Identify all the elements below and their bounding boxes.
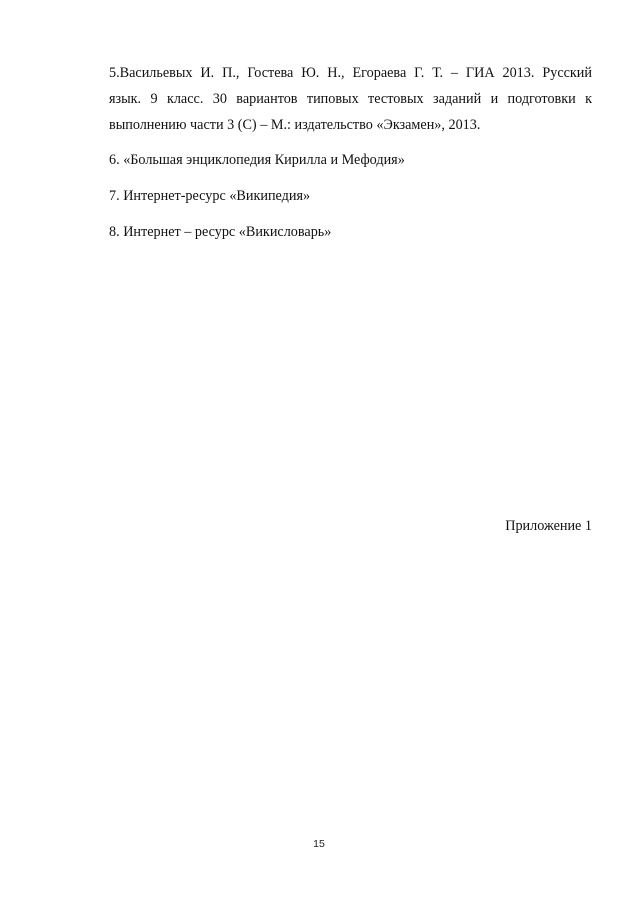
- reference-5-line-3: выполнению части 3 (С) – М.: издательство «Экзамен», 2013.: [109, 117, 481, 133]
- reference-5-line-1: 5.Васильевых И. П., Гостева Ю. Н., Егораева Г. Т. – ГИА 2013. Русский: [109, 65, 592, 81]
- reference-item-5: [109, 60, 592, 138]
- reference-item-8: 8. Интернет – ресурс «Викисловарь»: [109, 224, 332, 240]
- reference-item-6: 6. «Большая энциклопедия Кирилла и Мефодия»: [109, 152, 405, 168]
- appendix-label: Приложение 1: [505, 518, 592, 534]
- reference-item-7: 7. Интернет-ресурс «Википедия»: [109, 188, 311, 204]
- reference-5-line-2: язык. 9 класс. 30 вариантов типовых тестовых заданий и подготовки к: [109, 91, 592, 107]
- page-number: 15: [313, 838, 325, 850]
